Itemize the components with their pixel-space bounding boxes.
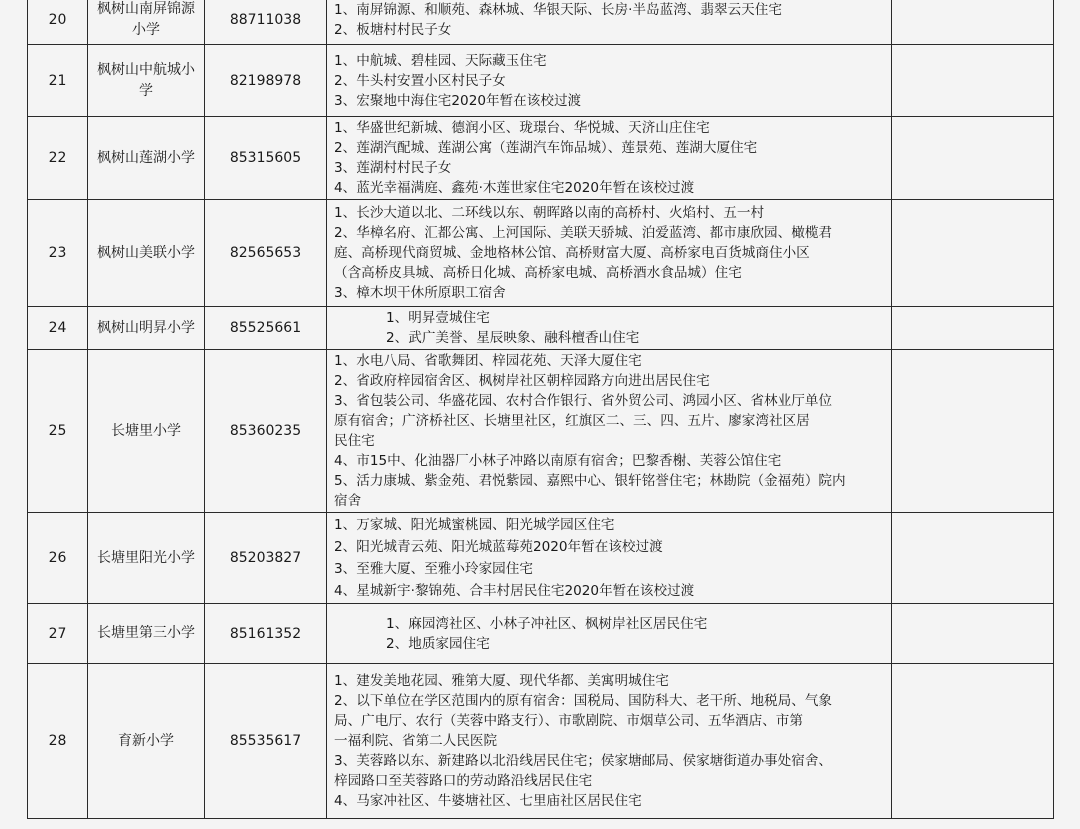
area-line: 原有宿舍；广济桥社区、长塘里社区，红旗区二、三、四、五片、廖家湾社区居 <box>334 413 810 429</box>
phone-number: 82198978 <box>205 45 327 117</box>
phone-number: 82565653 <box>205 200 327 307</box>
remark-cell <box>892 664 1054 819</box>
district-areas <box>327 45 892 117</box>
school-name: 长塘里阳光小学 <box>88 513 205 604</box>
phone-number: 85535617 <box>205 664 327 819</box>
table-row <box>28 117 1054 200</box>
table-row <box>28 200 1054 307</box>
area-line: 2、地质家园住宅 <box>386 635 490 652</box>
area-line: 局、广电厅、农行（芙蓉中路支行）、市歌剧院、市烟草公司、五华酒店、市第 <box>334 713 803 729</box>
phone-number: 85315605 <box>205 117 327 200</box>
area-line: 3、至雅大厦、至雅小玲家园住宅 <box>334 561 533 577</box>
area-line: 4、蓝光幸福满庭、鑫苑·木莲世家住宅2020年暂在该校过渡 <box>334 180 695 196</box>
school-name: 枫树山莲湖小学 <box>88 117 205 200</box>
row-number: 27 <box>28 604 88 664</box>
area-line: 民住宅 <box>334 433 375 449</box>
area-line: 4、马家冲社区、牛婆塘社区、七里庙社区居民住宅 <box>334 793 642 809</box>
area-line: 3、省包装公司、华盛花园、农村合作银行、省外贸公司、鸿园小区、省林业厅单位 <box>334 393 833 409</box>
row-number: 20 <box>28 0 88 45</box>
row-number: 25 <box>28 350 88 513</box>
area-line: 2、阳光城青云苑、阳光城蓝莓苑2020年暂在该校过渡 <box>334 539 663 555</box>
district-areas <box>327 0 892 45</box>
district-areas <box>327 307 892 350</box>
area-line: 宿舍 <box>334 493 362 509</box>
remark-cell <box>892 200 1054 307</box>
table-row <box>28 45 1054 117</box>
area-line: 庭、高桥现代商贸城、金地格林公馆、高桥财富大厦、高桥家电百货城商住小区 <box>334 245 810 261</box>
area-line: 4、星城新宇·黎锦苑、合丰村居民住宅2020年暂在该校过渡 <box>334 583 695 599</box>
area-line: 2、武广美誉、星辰映象、融科檀香山住宅 <box>386 330 640 346</box>
remark-cell <box>892 350 1054 513</box>
area-line: 3、莲湖村村民子女 <box>334 160 452 176</box>
area-line: 5、活力康城、紫金苑、君悦紫园、嘉熙中心、银轩铭誉住宅；林勘院（金福苑）院内 <box>334 473 846 489</box>
area-line: 3、宏聚地中海住宅2020年暂在该校过渡 <box>334 92 582 109</box>
area-line: （含高桥皮具城、高桥日化城、高桥家电城、高桥酒水食品城）住宅 <box>334 265 742 281</box>
table-row <box>28 664 1054 819</box>
area-line: 1、华盛世纪新城、德润小区、珑璟台、华悦城、天济山庄住宅 <box>334 120 710 136</box>
area-line: 1、麻园湾社区、小林子冲社区、枫树岸社区居民住宅 <box>386 615 708 632</box>
phone-number: 85360235 <box>205 350 327 513</box>
remark-cell <box>892 0 1054 45</box>
area-line: 3、樟木坝干休所原职工宿舍 <box>334 285 506 301</box>
district-areas <box>327 350 892 513</box>
table-row <box>28 307 1054 350</box>
remark-cell <box>892 604 1054 664</box>
area-line: 2、华樟名府、汇都公寓、上河国际、美联天骄城、泊爱蓝湾、都市康欣园、橄榄君 <box>334 225 833 241</box>
area-line: 2、以下单位在学区范围内的原有宿舍：国税局、国防科大、老干所、地税局、气象 <box>334 693 833 709</box>
school-district-table <box>27 0 1054 819</box>
table-row <box>28 350 1054 513</box>
area-line: 2、莲湖汽配城、莲湖公寓（莲湖汽车饰品城）、莲景苑、莲湖大厦住宅 <box>334 140 758 156</box>
area-line: 一福利院、省第二人民医院 <box>334 733 498 749</box>
school-name: 枫树山明昇小学 <box>88 307 205 350</box>
school-name: 枫树山中航城小学 <box>88 45 205 117</box>
phone-number: 85203827 <box>205 513 327 604</box>
area-line: 1、明昇壹城住宅 <box>386 310 490 326</box>
area-line: 1、建发美地花园、雅第大厦、现代华都、美寓明城住宅 <box>334 673 669 689</box>
area-line: 1、水电八局、省歌舞团、梓园花苑、天泽大厦住宅 <box>334 353 642 369</box>
district-areas <box>327 117 892 200</box>
remark-cell <box>892 513 1054 604</box>
row-number: 28 <box>28 664 88 819</box>
table-row <box>28 513 1054 604</box>
area-line: 4、市15中、化油器厂小林子冲路以南原有宿舍；巴黎香榭、芙蓉公馆住宅 <box>334 453 782 469</box>
area-line: 1、长沙大道以北、二环线以东、朝晖路以南的高桥村、火焰村、五一村 <box>334 205 765 221</box>
area-line: 2、牛头村安置小区村民子女 <box>334 72 506 89</box>
district-areas <box>327 200 892 307</box>
table-row <box>28 0 1054 45</box>
area-line: 2、板塘村村民子女 <box>334 21 452 38</box>
table-row <box>28 604 1054 664</box>
row-number: 22 <box>28 117 88 200</box>
remark-cell <box>892 117 1054 200</box>
district-areas <box>327 664 892 819</box>
row-number: 21 <box>28 45 88 117</box>
area-line: 2、省政府梓园宿舍区、枫树岸社区朝梓园路方向进出居民住宅 <box>334 373 710 389</box>
area-line: 3、芙蓉路以东、新建路以北沿线居民住宅；侯家塘邮局、侯家塘街道办事处宿舍、 <box>334 753 833 769</box>
area-line: 梓园路口至芙蓉路口的劳动路沿线居民住宅 <box>334 773 593 789</box>
row-number: 24 <box>28 307 88 350</box>
remark-cell <box>892 45 1054 117</box>
school-name: 育新小学 <box>88 664 205 819</box>
area-line: 1、中航城、碧桂园、天际藏玉住宅 <box>334 52 547 69</box>
phone-number: 85525661 <box>205 307 327 350</box>
district-areas <box>327 513 892 604</box>
school-name: 枫树山南屏锦源小学 <box>88 0 205 45</box>
row-number: 26 <box>28 513 88 604</box>
area-line: 1、南屏锦源、和顺苑、森林城、华银天际、长房·半岛蓝湾、翡翠云天住宅 <box>334 1 782 18</box>
row-number: 23 <box>28 200 88 307</box>
school-name: 长塘里小学 <box>88 350 205 513</box>
phone-number: 88711038 <box>205 0 327 45</box>
remark-cell <box>892 307 1054 350</box>
area-line: 1、万家城、阳光城蜜桃园、阳光城学园区住宅 <box>334 517 615 533</box>
phone-number: 85161352 <box>205 604 327 664</box>
school-name: 长塘里第三小学 <box>88 604 205 664</box>
school-name: 枫树山美联小学 <box>88 200 205 307</box>
district-areas <box>327 604 892 664</box>
